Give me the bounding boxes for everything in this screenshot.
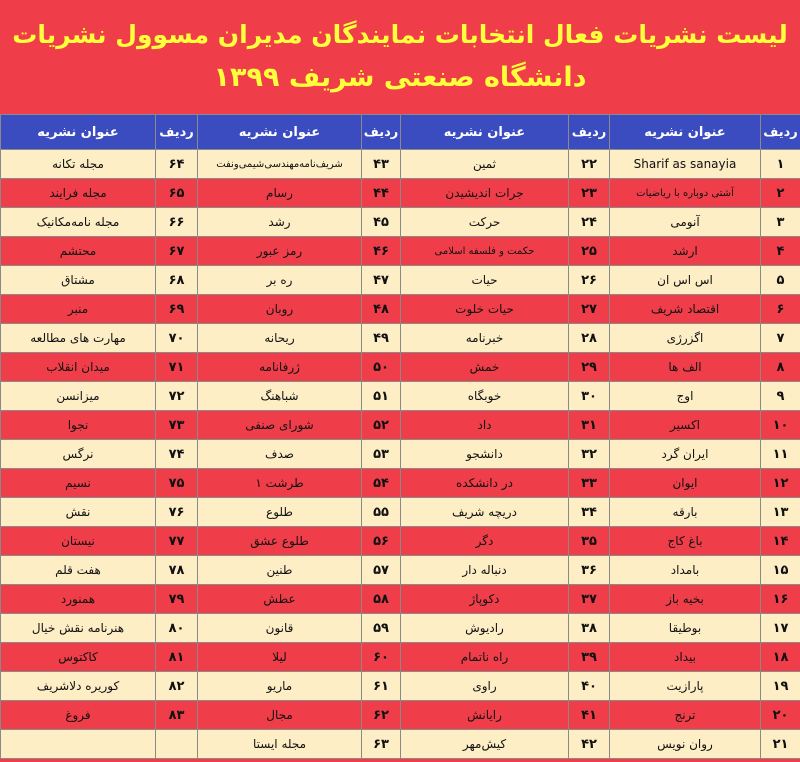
publication-title-cell: شباهنگ [198,382,362,411]
publication-title-cell [1,730,156,759]
row-number-cell: ۷۱ [156,353,198,382]
publication-title-cell: روبان [198,295,362,324]
publication-title-cell: اس اس ان [610,266,761,295]
table-row [1,527,800,556]
row-number-cell: ۶۲ [362,701,401,730]
publication-title-cell: دکوپاژ [401,585,569,614]
table-row [1,266,800,295]
table-row [1,324,800,353]
row-number-cell: ۷۹ [156,585,198,614]
row-number-cell: ۵۱ [362,382,401,411]
publication-title-cell: ارشد [610,237,761,266]
publication-title-cell: مجله نامه‌مکانیک [1,208,156,237]
row-number-cell: ۲۶ [569,266,610,295]
publication-title-cell: شورای صنفی [198,411,362,440]
row-number-cell: ۷۶ [156,498,198,527]
publication-title-cell: اکسیر [610,411,761,440]
publication-title-cell: همنورد [1,585,156,614]
header-row-number-1: ردیف [761,115,800,150]
publication-title-cell: مشتاق [1,266,156,295]
table-row [1,672,800,701]
row-number-cell: ۸۰ [156,614,198,643]
row-number-cell: ۸۱ [156,643,198,672]
publication-title-cell: ژرفانامه [198,353,362,382]
publication-title-cell: صدف [198,440,362,469]
publication-title-cell: شریف‌نامه‌مهندسی‌شیمی‌ونفت [198,150,362,179]
row-number-cell: ۳۲ [569,440,610,469]
publication-title-cell: خمش [401,353,569,382]
row-number-cell: ۶۹ [156,295,198,324]
row-number-cell: ۴۷ [362,266,401,295]
publication-title-cell: پارازیت [610,672,761,701]
publication-title-cell: داد [401,411,569,440]
header-row-number-4: ردیف [156,115,198,150]
row-number-cell: ۱۰ [761,411,800,440]
publication-title-cell: قانون [198,614,362,643]
table-row [1,179,800,208]
publication-title-cell: طرشت ۱ [198,469,362,498]
table-row [1,295,800,324]
row-number-cell: ۶۳ [362,730,401,759]
publication-title-cell: منبر [1,295,156,324]
publication-title-cell: روان نویس [610,730,761,759]
row-number-cell: ۶۴ [156,150,198,179]
row-number-cell: ۸۲ [156,672,198,701]
row-number-cell: ۷۵ [156,469,198,498]
publication-title-cell: خوبگاه [401,382,569,411]
publication-title-cell: رمز عبور [198,237,362,266]
publication-title-cell: محتشم [1,237,156,266]
table-row [1,353,800,382]
publication-title-cell: Sharif as sanayia [610,150,761,179]
publication-title-cell: راوی [401,672,569,701]
table-row [1,556,800,585]
publication-title-cell: بوطیقا [610,614,761,643]
publication-title-cell: ایوان [610,469,761,498]
publication-title-cell: اگزرژی [610,324,761,353]
publications-table [0,114,800,759]
row-number-cell: ۷ [761,324,800,353]
row-number-cell: ۴۶ [362,237,401,266]
publication-title-cell: در دانشکده [401,469,569,498]
row-number-cell: ۷۳ [156,411,198,440]
row-number-cell: ۲۹ [569,353,610,382]
publication-title-cell: مجله ایستا [198,730,362,759]
row-number-cell: ۵۶ [362,527,401,556]
row-number-cell: ۵۸ [362,585,401,614]
publication-title-cell: کیش‌مهر [401,730,569,759]
header-title-2: عنوان نشریه [401,115,569,150]
publication-title-cell: میدان انقلاب [1,353,156,382]
publication-title-cell: رسام [198,179,362,208]
row-number-cell [156,730,198,759]
row-number-cell: ۳۱ [569,411,610,440]
row-number-cell: ۳ [761,208,800,237]
publication-title-cell: دانشجو [401,440,569,469]
publication-title-cell: دنباله دار [401,556,569,585]
table-row [1,614,800,643]
publication-title-cell: نیستان [1,527,156,556]
row-number-cell: ۳۰ [569,382,610,411]
publication-title-cell: بخیه باز [610,585,761,614]
row-number-cell: ۳۹ [569,643,610,672]
row-number-cell: ۹ [761,382,800,411]
row-number-cell: ۲۷ [569,295,610,324]
row-number-cell: ۵۹ [362,614,401,643]
title-banner [0,0,800,114]
row-number-cell: ۵۰ [362,353,401,382]
publication-title-cell: مجله فرایند [1,179,156,208]
row-number-cell: ۱۲ [761,469,800,498]
row-number-cell: ۳۶ [569,556,610,585]
row-number-cell: ۷۷ [156,527,198,556]
publication-title-cell: رادیوش [401,614,569,643]
publication-title-cell: آشتی دوباره با ریاضیات [610,179,761,208]
row-number-cell: ۴۲ [569,730,610,759]
row-number-cell: ۶۷ [156,237,198,266]
row-number-cell: ۵ [761,266,800,295]
row-number-cell: ۴۴ [362,179,401,208]
row-number-cell: ۷۴ [156,440,198,469]
table-row [1,498,800,527]
publication-title-cell: کوریره دلاشریف [1,672,156,701]
publication-title-cell: نرگس [1,440,156,469]
publication-title-cell: بیداد [610,643,761,672]
publication-title-cell: نقش [1,498,156,527]
row-number-cell: ۴۰ [569,672,610,701]
table-row [1,237,800,266]
table-row [1,643,800,672]
publication-title-cell: راه ناتمام [401,643,569,672]
row-number-cell: ۵۷ [362,556,401,585]
row-number-cell: ۲ [761,179,800,208]
table-row [1,730,800,759]
publication-title-cell: طلوع [198,498,362,527]
table-row [1,469,800,498]
publication-title-cell: حیات [401,266,569,295]
row-number-cell: ۳۷ [569,585,610,614]
publication-title-cell: نجوا [1,411,156,440]
row-number-cell: ۴ [761,237,800,266]
publication-title-cell: خبرنامه [401,324,569,353]
row-number-cell: ۵۴ [362,469,401,498]
header-title-4: عنوان نشریه [1,115,156,150]
publication-title-cell: حیات خلوت [401,295,569,324]
publication-title-cell: دریچه شریف [401,498,569,527]
table-row [1,440,800,469]
row-number-cell: ۲۵ [569,237,610,266]
row-number-cell: ۲۱ [761,730,800,759]
row-number-cell: ۱۹ [761,672,800,701]
publication-title-cell: عطش [198,585,362,614]
row-number-cell: ۱۱ [761,440,800,469]
table-row [1,585,800,614]
table-row [1,411,800,440]
row-number-cell: ۳۴ [569,498,610,527]
header-row-number-3: ردیف [362,115,401,150]
publication-title-cell: الف ها [610,353,761,382]
publication-title-cell: رشد [198,208,362,237]
publication-title-cell: کاکتوس [1,643,156,672]
row-number-cell: ۵۲ [362,411,401,440]
publication-title-cell: هنرنامه نقش خیال [1,614,156,643]
table-header-row [1,115,800,150]
row-number-cell: ۸۳ [156,701,198,730]
row-number-cell: ۷۲ [156,382,198,411]
publication-title-cell: دگر [401,527,569,556]
publication-title-cell: بارقه [610,498,761,527]
publication-title-cell: ریحانه [198,324,362,353]
row-number-cell: ۲۰ [761,701,800,730]
row-number-cell: ۶۱ [362,672,401,701]
publication-title-cell: فروغ [1,701,156,730]
row-number-cell: ۶۰ [362,643,401,672]
table-row [1,208,800,237]
header-title-3: عنوان نشریه [198,115,362,150]
table-row [1,150,800,179]
publication-title-cell: طلوع عشق [198,527,362,556]
publication-title-cell: نسیم [1,469,156,498]
row-number-cell: ۶۶ [156,208,198,237]
publication-title-cell: ره بر [198,266,362,295]
row-number-cell: ۶ [761,295,800,324]
publication-title-cell: مجال [198,701,362,730]
publication-title-cell: لیلا [198,643,362,672]
row-number-cell: ۲۲ [569,150,610,179]
publication-title-cell: ایران گرد [610,440,761,469]
row-number-cell: ۲۸ [569,324,610,353]
row-number-cell: ۲۴ [569,208,610,237]
row-number-cell: ۷۸ [156,556,198,585]
publication-title-cell: حکمت و فلسفه اسلامی [401,237,569,266]
row-number-cell: ۶۵ [156,179,198,208]
publication-title-cell: مجله تکانه [1,150,156,179]
publication-title-cell: اقتصاد شریف [610,295,761,324]
header-row-number-2: ردیف [569,115,610,150]
row-number-cell: ۴۸ [362,295,401,324]
table-row [1,701,800,730]
row-number-cell: ۶۸ [156,266,198,295]
title-line-1: لیست نشریات فعال انتخابات نمایندگان مدیران مسوول نشریات [12,20,788,49]
row-number-cell: ۵۳ [362,440,401,469]
row-number-cell: ۳۵ [569,527,610,556]
publication-title-cell: ماریو [198,672,362,701]
row-number-cell: ۴۳ [362,150,401,179]
row-number-cell: ۲۳ [569,179,610,208]
publication-title-cell: مهارت های مطالعه [1,324,156,353]
row-number-cell: ۱۵ [761,556,800,585]
publication-title-cell: میزانسن [1,382,156,411]
row-number-cell: ۴۹ [362,324,401,353]
table-row [1,382,800,411]
row-number-cell: ۱۳ [761,498,800,527]
row-number-cell: ۱۶ [761,585,800,614]
row-number-cell: ۵۵ [362,498,401,527]
row-number-cell: ۱۴ [761,527,800,556]
publication-title-cell: هفت قلم [1,556,156,585]
title-line-2: دانشگاه صنعتی شریف ۱۳۹۹ [213,62,587,93]
publication-title-cell: رایانش [401,701,569,730]
publication-title-cell: ثمین [401,150,569,179]
publication-title-cell: آنومی [610,208,761,237]
row-number-cell: ۴۵ [362,208,401,237]
row-number-cell: ۷۰ [156,324,198,353]
publication-title-cell: بامداد [610,556,761,585]
row-number-cell: ۳۳ [569,469,610,498]
row-number-cell: ۱ [761,150,800,179]
row-number-cell: ۱۸ [761,643,800,672]
publication-title-cell: ترنج [610,701,761,730]
publication-title-cell: طنین [198,556,362,585]
row-number-cell: ۳۸ [569,614,610,643]
publication-title-cell: اوج [610,382,761,411]
publication-title-cell: باغ کاج [610,527,761,556]
row-number-cell: ۱۷ [761,614,800,643]
header-title-1: عنوان نشریه [610,115,761,150]
publication-title-cell: حرکت [401,208,569,237]
publication-title-cell: جرات اندیشیدن [401,179,569,208]
row-number-cell: ۴۱ [569,701,610,730]
row-number-cell: ۸ [761,353,800,382]
